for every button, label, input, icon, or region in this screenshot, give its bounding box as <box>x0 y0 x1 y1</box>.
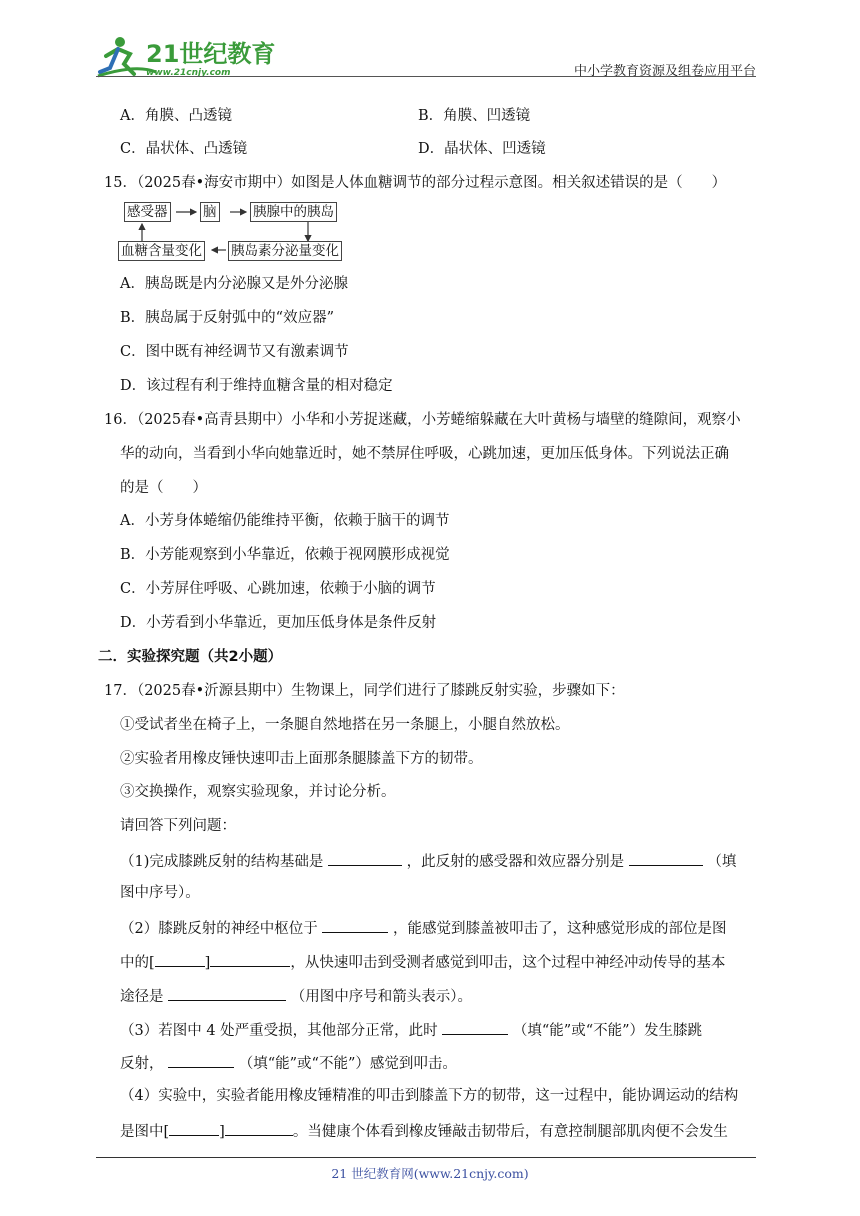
logo-21cnjy <box>96 34 276 78</box>
section-heading-experiment: 二．实验探究题（共2小题） <box>98 649 283 665</box>
diagram-box-islet: 胰腺中的胰岛 <box>250 202 337 222</box>
q17-step-1: ①受试者坐在椅子上，一条腿自然地搭在另一条腿上，小腿自然放松。 <box>120 717 570 733</box>
q14-option-b[interactable]: B．角膜、凹透镜 <box>418 108 531 124</box>
q16-option-b[interactable]: B．小芳能观察到小华靠近，依赖于视网膜形成视觉 <box>120 547 450 563</box>
q14-option-d[interactable]: D．晶状体、凹透镜 <box>418 141 546 157</box>
q17-part3-line2: 反射， （填“能”或“不能”）感觉到叩击。 <box>120 1052 457 1074</box>
blood-sugar-diagram <box>118 200 358 266</box>
q14-option-c[interactable]: C．晶状体、凸透镜 <box>120 141 248 157</box>
q17-blank-2[interactable] <box>629 850 703 866</box>
q17-blank-4[interactable] <box>155 951 205 967</box>
svg-text:21世纪教育: 21世纪教育 <box>146 40 276 68</box>
q14-option-a[interactable]: A．角膜、凸透镜 <box>120 108 232 124</box>
q17-part2-line1: （2）膝跳反射的神经中枢位于 ，能感觉到膝盖被叩击了，这种感觉形成的部位是图 <box>120 917 726 939</box>
q17-blank-9[interactable] <box>169 1120 219 1136</box>
q17-part4-line1: （4）实验中，实验者能用橡皮锤精准的叩击到膝盖下方的韧带，这一过程中，能协调运动的结构 <box>120 1088 739 1104</box>
q17-blank-1[interactable] <box>328 850 402 866</box>
q16-option-a[interactable]: A．小芳身体蜷缩仍能维持平衡，依赖于脑干的调节 <box>120 513 450 529</box>
footer-site[interactable]: 21 世纪教育网(www.21cnjy.com) <box>331 1166 529 1181</box>
diagram-box-brain: 脑 <box>200 202 220 222</box>
q17-part3-line1: （3）若图中 4 处严重受损，其他部分正常，此时 （填“能”或“不能”）发生膝跳 <box>120 1019 702 1041</box>
q16-option-d[interactable]: D．小芳看到小华靠近，更加压低身体是条件反射 <box>120 615 437 631</box>
q16-stem-line1: 16．（2025春•高青县期中）小华和小芳捉迷藏，小芳蜷缩躲藏在大叶黄杨与墙壁的缝隙间，观察小 <box>104 412 741 428</box>
q15-option-c[interactable]: C．图中既有神经调节又有激素调节 <box>120 344 349 360</box>
q15-stem: 15．（2025春•海安市期中）如图是人体血糖调节的部分过程示意图。相关叙述错误的是（ ） <box>104 175 727 191</box>
q17-part1-line1: （1)完成膝跳反射的结构基础是 ，此反射的感受器和效应器分别是 （填 <box>120 850 736 872</box>
q17-part4-line2: 是图中[ ] 。当健康个体看到橡皮锤敲击韧带后，有意控制腿部肌肉便不会发生 <box>120 1120 728 1142</box>
q16-stem-line2: 华的动向，当看到小华向她靠近时，她不禁屏住呼吸，心跳加速，更加压低身体。下列说法正确 <box>120 446 729 462</box>
q17-part2-line3: 途径是 （用图中序号和箭头表示）。 <box>120 985 472 1007</box>
q17-blank-5[interactable] <box>210 951 290 967</box>
q15-option-d[interactable]: D．该过程有利于维持血糖含量的相对稳定 <box>120 378 393 394</box>
q17-blank-7[interactable] <box>442 1019 508 1035</box>
q17-blank-3[interactable] <box>322 917 388 933</box>
q17-blank-6[interactable] <box>168 985 286 1001</box>
q17-stem: 17．（2025春•沂源县期中）生物课上，同学们进行了膝跳反射实验，步骤如下： <box>104 683 625 699</box>
q17-blank-10[interactable] <box>225 1120 293 1136</box>
page-header <box>96 30 756 80</box>
q17-part2-line2: 中的[ ] ，从快速叩击到受测者感觉到叩击，这个过程中神经冲动传导的基本 <box>120 951 725 973</box>
diagram-box-insulin: 胰岛素分泌量变化 <box>228 241 342 261</box>
q16-stem-line3: 的是（ ） <box>120 480 207 496</box>
diagram-box-blood-sugar: 血糖含量变化 <box>118 241 205 261</box>
q17-prompt: 请回答下列问题： <box>120 818 236 834</box>
q15-option-a[interactable]: A．胰岛既是内分泌腺又是外分泌腺 <box>120 276 348 292</box>
platform-name: 中小学教育资源及组卷应用平台 <box>573 64 756 79</box>
q17-blank-8[interactable] <box>168 1052 234 1068</box>
footer-divider <box>96 1157 756 1158</box>
q15-option-b[interactable]: B．胰岛属于反射弧中的“效应器” <box>120 310 334 326</box>
q16-option-c[interactable]: C．小芳屏住呼吸、心跳加速，依赖于小脑的调节 <box>120 581 436 597</box>
svg-text:www.21cnjy.com: www.21cnjy.com <box>146 68 231 78</box>
header-divider <box>96 76 756 77</box>
q17-step-3: ③交换操作，观察实验现象，并讨论分析。 <box>120 784 396 800</box>
q17-step-2: ②实验者用橡皮锤快速叩击上面那条腿膝盖下方的韧带。 <box>120 751 483 767</box>
q17-part1-line2: 图中序号）。 <box>120 885 200 901</box>
diagram-box-receptor: 感受器 <box>124 202 171 222</box>
